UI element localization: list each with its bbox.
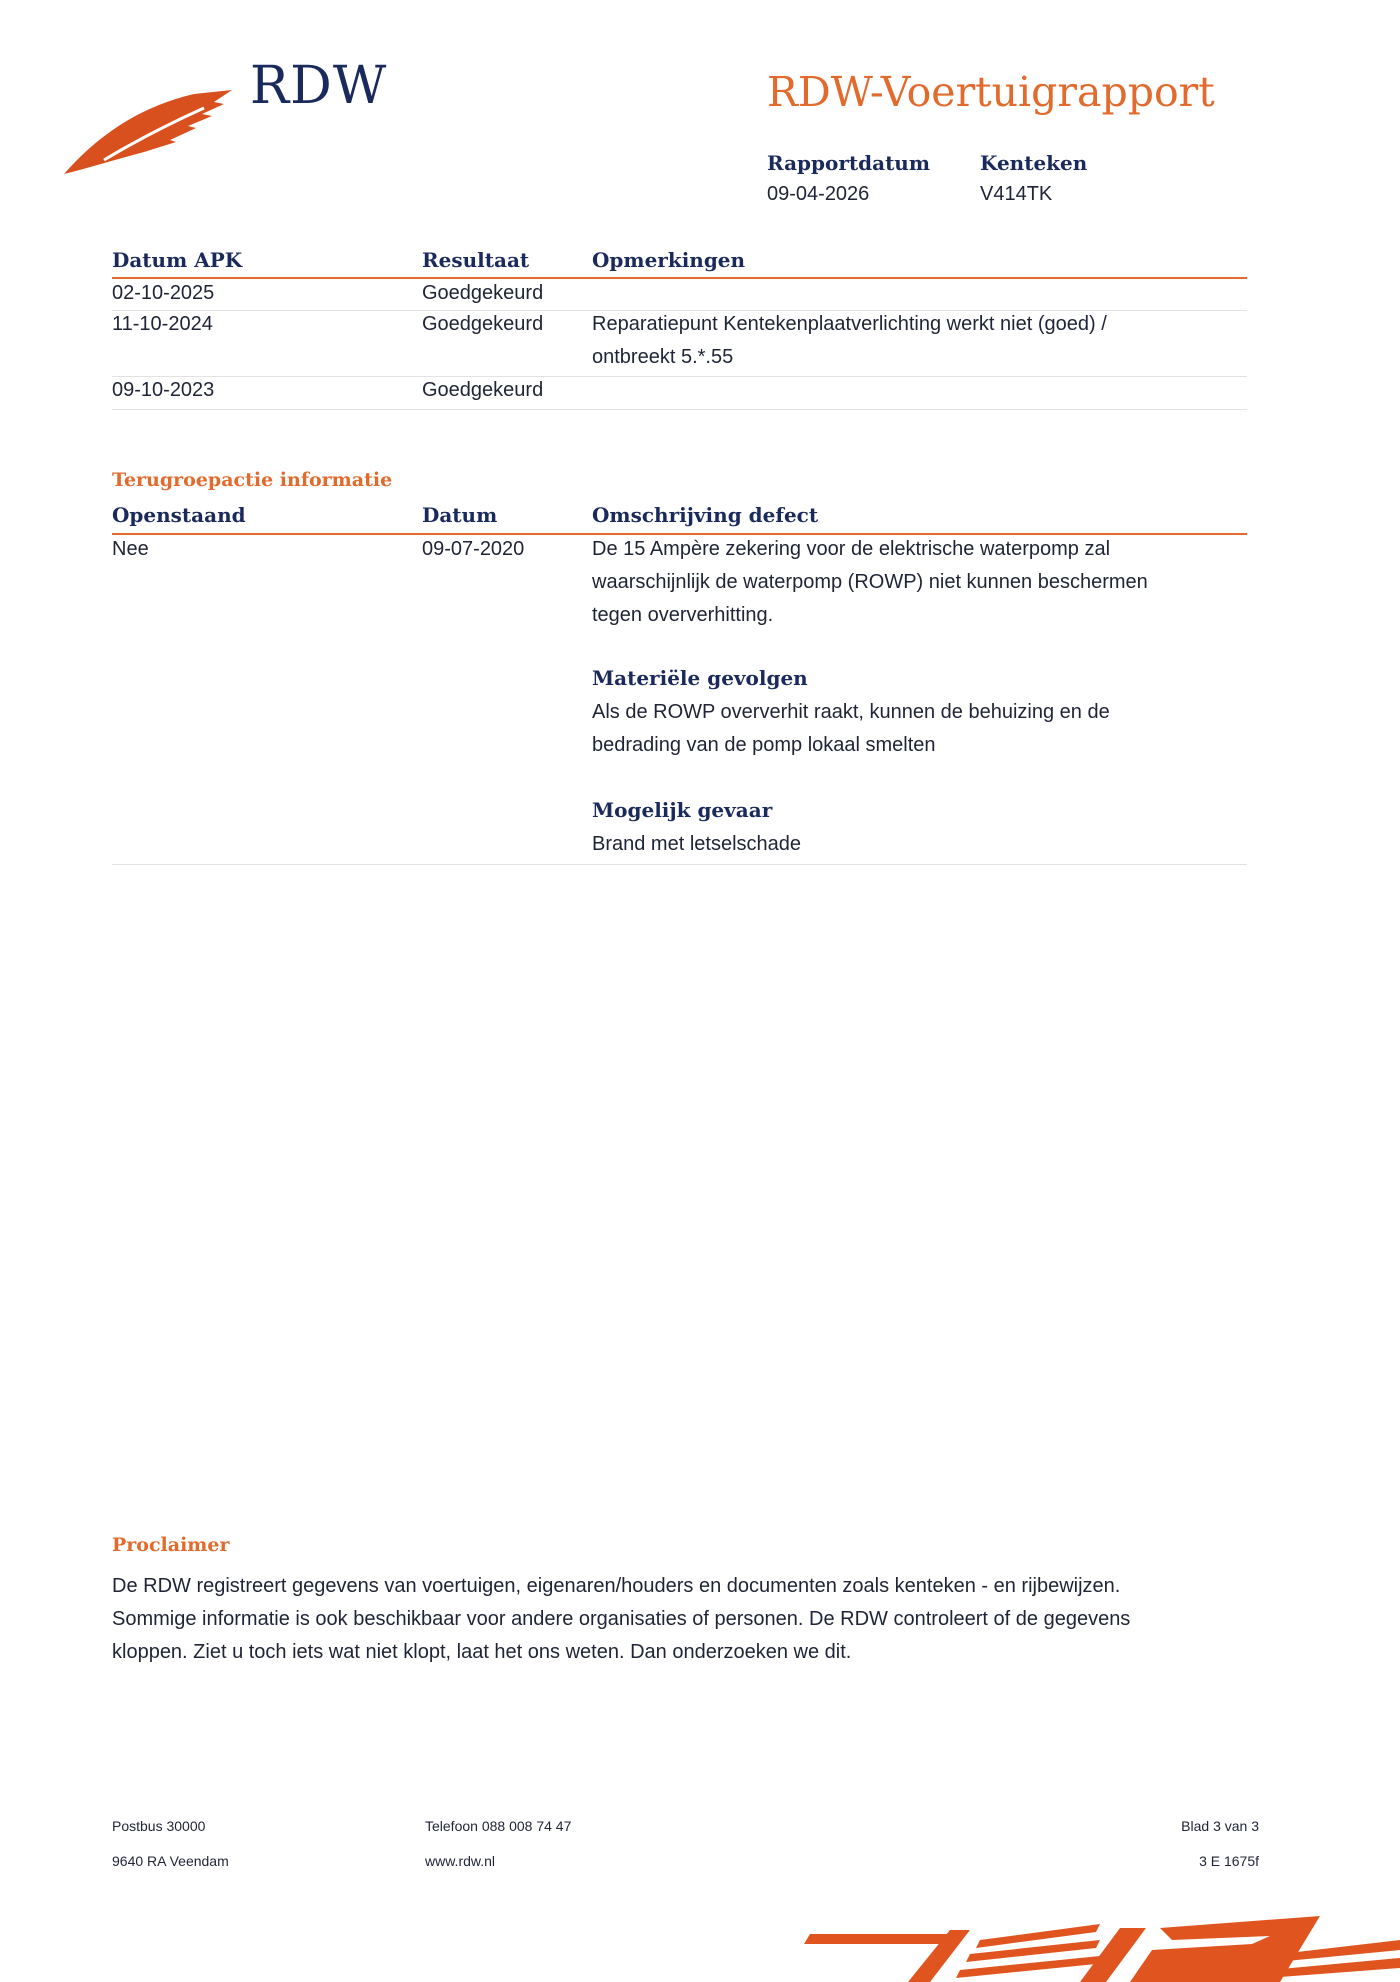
page-title: RDW-Voertuigrapport (767, 68, 1215, 116)
footer-code: 3 E 1675f (1199, 1853, 1259, 1869)
proclaimer-line: Sommige informatie is ook beschikbaar voor andere organisaties of personen. De RDW controleert of de gegevens (112, 1608, 1131, 1630)
apk-row-remarks-line1: Reparatiepunt Kentekenplaatverlichting werkt niet (goed) / (592, 313, 1107, 335)
footer-page-number: Blad 3 van 3 (1181, 1818, 1259, 1834)
proclaimer-line: kloppen. Ziet u toch iets wat niet klopt, laat het ons weten. Dan onderzoeken we dit. (112, 1641, 852, 1663)
apk-header-date: Datum APK (112, 248, 243, 272)
recall-open-value: Nee (112, 538, 149, 560)
apk-header-result: Resultaat (422, 248, 530, 272)
proclaimer-text (112, 1570, 1242, 1669)
plate-value: V414TK (980, 183, 1053, 205)
rdw-logo-icon (64, 90, 234, 176)
apk-header-remarks: Opmerkingen (592, 248, 746, 272)
apk-row-result: Goedgekeurd (422, 379, 544, 401)
recall-header-open: Openstaand (112, 503, 246, 527)
danger-heading: Mogelijk gevaar (592, 798, 773, 822)
apk-row-date: 09-10-2023 (112, 379, 215, 401)
proclaimer-title: Proclaimer (112, 1534, 230, 1556)
defect-line: De 15 Ampère zekering voor de elektrische waterpomp zal (592, 538, 1111, 560)
recall-header-date: Datum (422, 503, 498, 527)
apk-row-remarks-line2: ontbreekt 5.*.55 (592, 346, 734, 368)
decorative-stripes-icon (800, 1900, 1400, 1982)
material-heading: Materiële gevolgen (592, 666, 808, 690)
footer-website[interactable]: www.rdw.nl (425, 1853, 496, 1869)
apk-header-rule (112, 277, 1247, 279)
report-date-value: 09-04-2026 (767, 183, 870, 205)
danger-text: Brand met letselschade (592, 833, 802, 855)
apk-row-date: 11-10-2024 (112, 313, 213, 335)
recall-header-defect: Omschrijving defect (592, 503, 819, 527)
plate-label: Kenteken (980, 151, 1088, 175)
recall-date-value: 09-07-2020 (422, 538, 525, 560)
row-divider (112, 864, 1247, 865)
defect-line: waarschijnlijk de waterpomp (ROWP) niet kunnen beschermen (592, 571, 1148, 593)
apk-row-result: Goedgekeurd (422, 282, 544, 304)
apk-row-date: 02-10-2025 (112, 282, 215, 304)
proclaimer-line: De RDW registreert gegevens van voertuigen, eigenaren/houders en documenten zoals kenteken - en rijbewijzen. (112, 1575, 1121, 1597)
defect-line: tegen oververhitting. (592, 604, 774, 626)
footer-phone: Telefoon 088 008 74 47 (425, 1818, 572, 1834)
rdw-logo-text: RDW (250, 56, 388, 116)
recall-section-title: Terugroepactie informatie (112, 469, 393, 491)
report-date-label: Rapportdatum (767, 151, 931, 175)
material-line: Als de ROWP oververhit raakt, kunnen de behuizing en de (592, 701, 1110, 723)
footer-city: 9640 RA Veendam (112, 1853, 229, 1869)
material-line: bedrading van de pomp lokaal smelten (592, 734, 936, 756)
row-divider (112, 409, 1247, 410)
apk-row-result: Goedgekeurd (422, 313, 544, 335)
row-divider (112, 376, 1247, 377)
footer-postbus: Postbus 30000 (112, 1818, 206, 1834)
